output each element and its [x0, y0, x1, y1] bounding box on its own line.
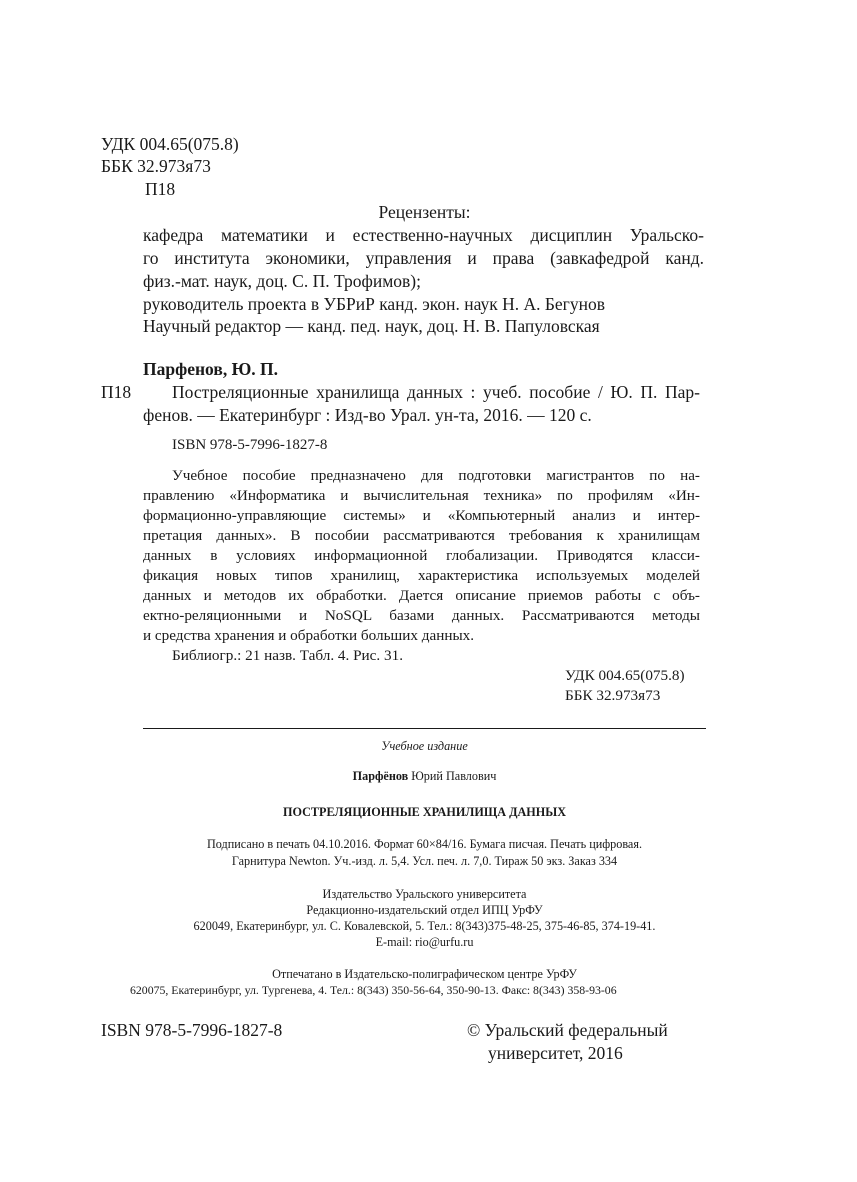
publisher-line: Редакционно-издательский отдел ИПЦ УрФУ: [306, 903, 543, 917]
abstract-line: претация данных». В пособии рассматриваются требования к хранилищам: [143, 527, 700, 544]
catalog-isbn: ISBN 978-5-7996-1827-8: [172, 437, 328, 453]
udc-code: УДК 004.65(075.8): [101, 134, 239, 154]
edition-type: Учебное издание: [381, 739, 468, 753]
abstract-line: и средства хранения и обработки больших данных.: [143, 627, 475, 644]
publisher-line: Издательство Уральского университета: [322, 887, 527, 901]
catalog-author: Парфенов, Ю. П.: [143, 359, 279, 379]
publisher-line: 620049, Екатеринбург, ул. С. Ковалевской, 5. Тел.: 8(343)375-48-25, 375-46-85, 374-19-41.: [193, 919, 656, 933]
abstract-line: данных и методов их обработки. Дается описание приемов работы с объ-: [143, 587, 700, 604]
abstract-bibliography: Библиогр.: 21 назв. Табл. 4. Рис. 31.: [172, 647, 403, 664]
catalog-title-line: Постреляционные хранилища данных : учеб. пособие / Ю. П. Пар-: [172, 382, 700, 402]
catalog-mark: П18: [101, 382, 132, 402]
reviewers-heading: Рецензенты:: [378, 202, 471, 222]
separator-rule: [143, 728, 706, 729]
abstract-bbk: ББК 32.973я73: [565, 687, 661, 704]
printer-line: Отпечатано в Издательско-полиграфическом центре УрФУ: [272, 967, 577, 981]
reviewers-line: кафедра математики и естественно-научных дисциплин Уральско-: [143, 225, 704, 245]
author-surname: Парфёнов: [352, 769, 409, 783]
abstract-line: правлению «Информатика и вычислительная техника» по профилям «Ин-: [143, 487, 700, 504]
printer-line: 620075, Екатеринбург, ул. Тургенева, 4. Тел.: 8(343) 350-56-64, 350-90-13. Факс: 8(343) 358-93-06: [130, 983, 617, 997]
print-details: Подписано в печать 04.10.2016. Формат 60×84/16. Бумага писчая. Печать цифровая.: [207, 837, 642, 851]
author-given-name: Юрий Павлович: [411, 769, 497, 783]
reviewers-line: го института экономики, управления и права (завкафедрой канд.: [143, 248, 704, 268]
imprint-title: ПОСТРЕЛЯЦИОННЫЕ ХРАНИЛИЩА ДАННЫХ: [282, 805, 567, 819]
bbk-code: ББК 32.973я73: [101, 156, 211, 176]
footer-copyright: © Уральский федеральный: [467, 1020, 668, 1040]
abstract-line: Учебное пособие предназначено для подготовки магистрантов по на-: [172, 467, 700, 484]
abstract-udc: УДК 004.65(075.8): [565, 667, 685, 684]
abstract-line: ектно-реляционными и NoSQL базами данных. Рассматриваются методы: [143, 607, 700, 624]
footer-copyright: университет, 2016: [488, 1043, 623, 1063]
print-details: Гарнитура Newton. Уч.-изд. л. 5,4. Усл. печ. л. 7,0. Тираж 50 экз. Заказ 334: [231, 854, 618, 868]
scientific-editor: Научный редактор — канд. пед. наук, доц. Н. В. Папуловская: [143, 316, 600, 336]
reviewers-line: руководитель проекта в УБРиР канд. экон. наук Н. А. Бегунов: [143, 294, 605, 314]
author-mark: П18: [145, 179, 176, 199]
imprint-author: [143, 770, 706, 782]
abstract-line: фикация новых типов хранилищ, характеристика используемых моделей: [143, 567, 700, 584]
footer-isbn: ISBN 978-5-7996-1827-8: [101, 1020, 283, 1040]
catalog-title-line: фенов. — Екатеринбург : Изд-во Урал. ун-та, 2016. — 120 с.: [143, 405, 592, 425]
abstract-line: формационно-управляющие системы» и «Компьютерный анализ и интер-: [143, 507, 700, 524]
reviewers-line: физ.-мат. наук, доц. С. П. Трофимов);: [143, 271, 422, 291]
publisher-email: E-mail: rio@urfu.ru: [375, 935, 474, 949]
abstract-line: данных в условиях информационной глобализации. Приводятся класси-: [143, 547, 700, 564]
